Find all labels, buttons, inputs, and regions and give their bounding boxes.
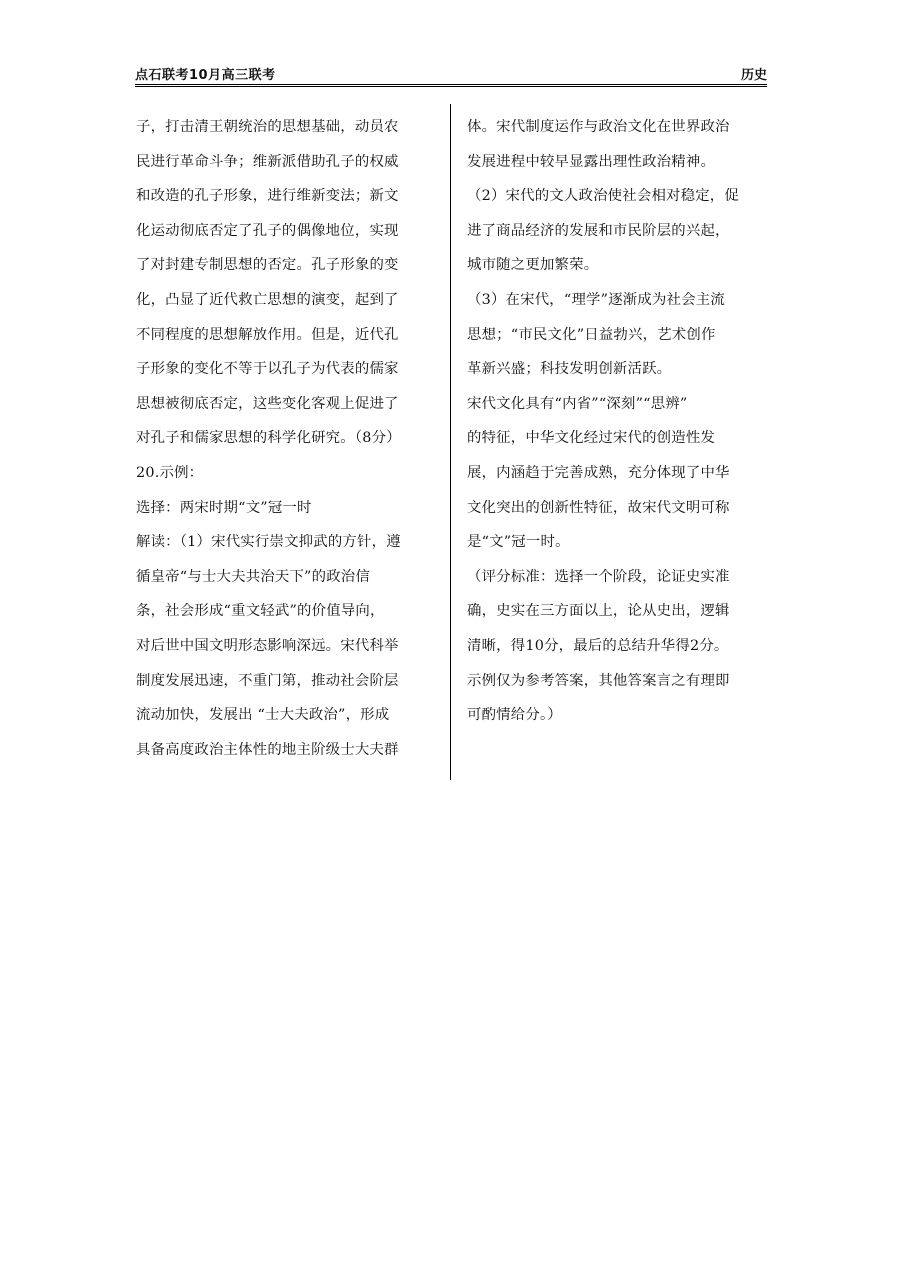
text-line: 城市随之更加繁荣。	[467, 257, 599, 274]
text-line: 制度发展迅速，不重门第，推动社会阶层	[136, 672, 399, 689]
scoring-note-line: 可酌情给分。）	[467, 707, 562, 724]
text-line: 对孔子和儒家思想的科学化研究。（8分）	[136, 430, 401, 447]
text-line: 具备高度政治主体性的地主阶级士大夫群	[136, 741, 399, 758]
text-line: 化，凸显了近代救亡思想的演变，起到了	[136, 291, 399, 308]
left-column	[136, 110, 436, 767]
text-line: 发展进程中较早显露出理性政治精神。	[467, 153, 716, 170]
text-line: 革新兴盛；科技发明创新活跃。	[467, 361, 672, 378]
text-line: 的特征，中华文化经过宋代的创造性发	[467, 430, 716, 447]
text-line: 循皇帝“与士大夫共治天下”的政治信	[136, 568, 370, 585]
header-rule	[135, 84, 767, 87]
question-number: 20.示例：	[136, 464, 204, 481]
text-line: （3）在宋代，“理学”逐渐成为社会主流	[467, 291, 725, 308]
page-header	[135, 64, 767, 86]
text-line: 流动加快，发展出 “士大夫政治”，形成	[136, 707, 390, 724]
text-line: 宋代文化具有“内省”“深刻”“思辨”	[467, 395, 688, 412]
column-divider	[450, 104, 451, 780]
text-line: 进了商品经济的发展和市民阶层的兴起，	[467, 222, 730, 239]
right-column	[467, 110, 767, 733]
text-line: 思想；“市民文化”日益勃兴，艺术创作	[467, 326, 716, 343]
text-line: 解读：（1）宋代实行崇文抑武的方针，遵	[136, 534, 401, 551]
text-line: 不同程度的思想解放作用。但是，近代孔	[136, 326, 399, 343]
subject-label: 历史	[740, 68, 767, 83]
text-line: 选择：两宋时期“文”冠一时	[136, 499, 312, 516]
text-line: 文化突出的创新性特征，故宋代文明可称	[467, 499, 730, 516]
text-line: 条，社会形成“重文轻武”的价值导向，	[136, 603, 385, 620]
scoring-note-line: 示例仅为参考答案，其他答案言之有理即	[467, 672, 730, 689]
text-line: 民进行革命斗争；维新派借助孔子的权威	[136, 153, 399, 170]
text-line: 和改造的孔子形象，进行维新变法；新文	[136, 188, 399, 205]
text-line: 子，打击清王朝统治的思想基础，动员农	[136, 119, 399, 135]
text-line: 子形象的变化不等于以孔子为代表的儒家	[136, 361, 399, 378]
scoring-note-line: 清晰，得10分，最后的总结升华得2分。	[467, 637, 729, 654]
text-line: 体。宋代制度运作与政治文化在世界政治	[467, 119, 730, 135]
text-line: 思想被彻底否定，这些变化客观上促进了	[136, 395, 399, 412]
text-line: 了对封建专制思想的否定。孔子形象的变	[136, 257, 399, 274]
text-line: 对后世中国文明形态影响深远。宋代科举	[136, 637, 399, 654]
scoring-note-line: 确，史实在三方面以上，论从史出，逻辑	[467, 603, 730, 620]
text-line: （2）宋代的文人政治使社会相对稳定，促	[467, 188, 739, 205]
exam-name: 点石联考10月高三联考	[135, 68, 276, 83]
scoring-note-line: （评分标准：选择一个阶段，论证史实准	[467, 568, 730, 585]
text-line: 化运动彻底否定了孔子的偶像地位，实现	[136, 222, 399, 239]
text-line: 展，内涵趋于完善成熟，充分体现了中华	[467, 464, 730, 481]
text-line: 是“文”冠一时。	[467, 534, 570, 551]
